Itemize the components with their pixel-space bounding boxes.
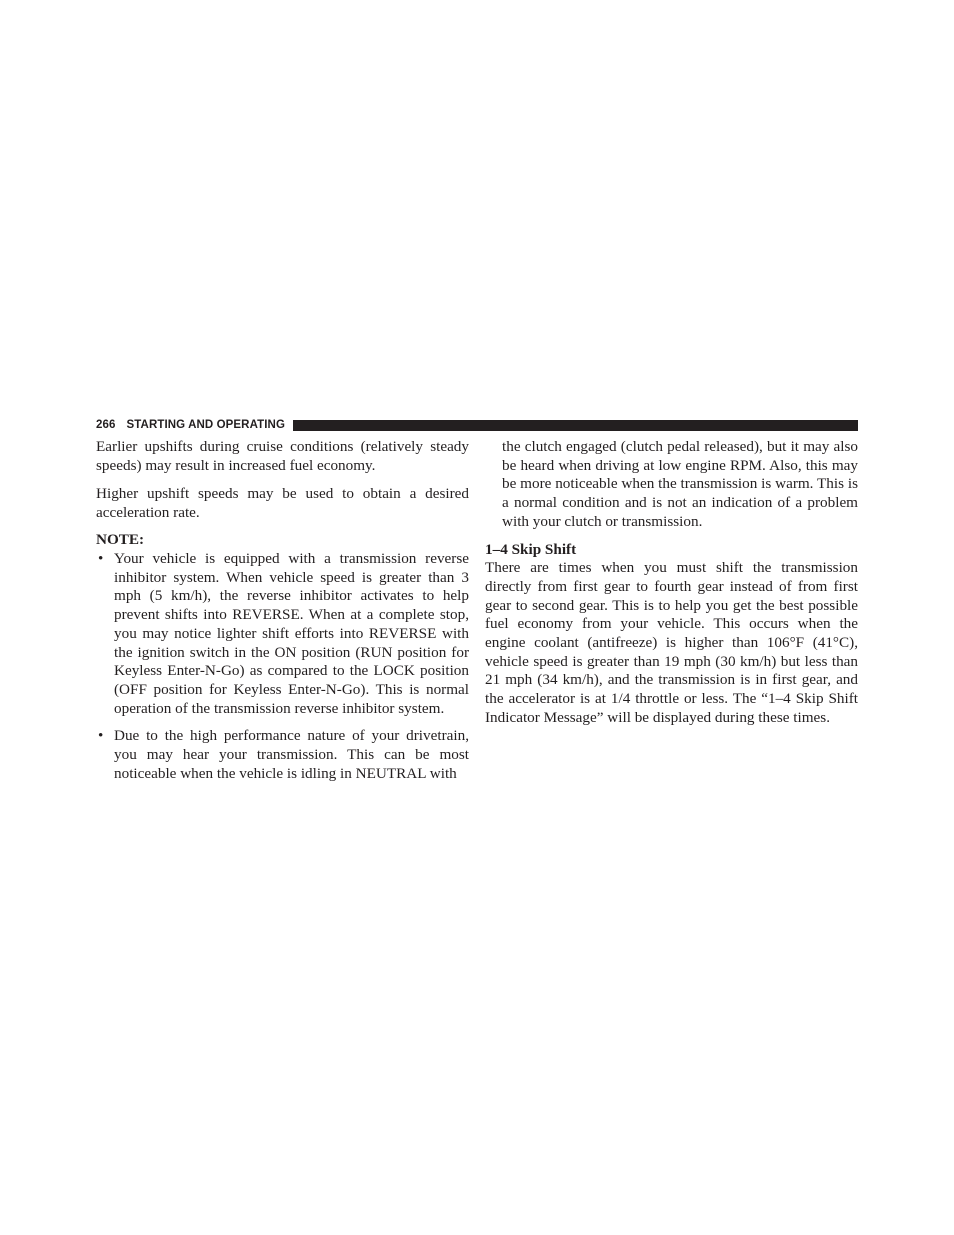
note-bullet-list [96, 550, 469, 783]
paragraph-skip-shift: There are times when you must shift the transmission directly from first gear to fourth gear instead of from first gear to second gear. This is to help you get the best possible fuel economy from your vehicle. This occurs when the engine coolant (antifreeze) is higher than 106°F (41°C), vehicle speed is greater than 19 mph (30 km/h) but less than 21 mph (34 km/h), and the transmission is in first gear, and the accelerator is at 1/4 throttle or less. The “1–4 Skip Shift Indicator Message” will be displayed during these times. [485, 559, 858, 726]
list-item [96, 727, 469, 783]
page-number: 266 [96, 419, 116, 431]
bullet-text-drivetrain-noise: Due to the high performance nature of your drivetrain, you may hear your transmission. This can be most noticeable when the vehicle is idling in NEUTRAL with [114, 727, 469, 782]
bullet-text-continued: the clutch engaged (clutch pedal released), but it may also be heard when driving at low engine RPM. Also, this may be more noticeable when the transmission is warm. This is a normal condition and is not an indication of a problem with your clutch or transmission. [502, 438, 858, 530]
bullet-icon: • [98, 727, 104, 745]
subheading-skip-shift: 1–4 Skip Shift [485, 540, 577, 558]
bullet-text-reverse-inhibitor: Your vehicle is equipped with a transmission reverse inhibitor system. When vehicle speed is greater than 3 mph (5 km/h), the reverse inhibitor activates to help prevent shifts into REVERSE. When at a complete stop, you may notice lighter shift efforts into REVERSE with the ignition switch in the ON position (RUN position for Keyless Enter-N-Go) as compared to the LOCK position (OFF position for Keyless Enter-N-Go). This is normal operation of the transmission reverse inhibitor system. [114, 550, 469, 717]
note-label: NOTE: [96, 531, 145, 549]
section-title: STARTING AND OPERATING [126, 419, 286, 431]
header-rule-bar [293, 420, 858, 431]
paragraph-earlier-upshifts: Earlier upshifts during cruise conditions (relatively steady speeds) may result in increased fuel economy. [96, 438, 469, 474]
page-header [96, 417, 858, 433]
paragraph-higher-upshift: Higher upshift speeds may be used to obtain a desired acceleration rate. [96, 484, 469, 521]
right-column [485, 438, 858, 728]
bullet-icon: • [98, 550, 104, 568]
left-column [96, 438, 469, 783]
list-item [96, 550, 469, 718]
